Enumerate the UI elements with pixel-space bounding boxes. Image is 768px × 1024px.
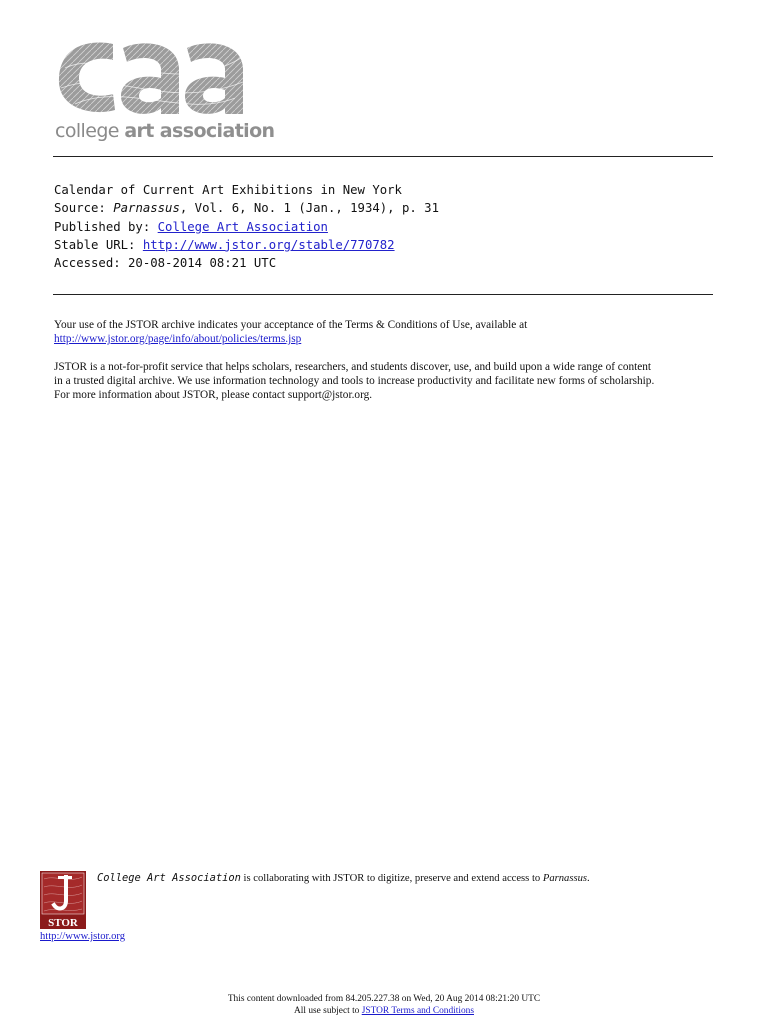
jstor-logo-icon: [40, 871, 86, 929]
terms-text: Your use of the JSTOR archive indicates your acceptance of the Terms & Conditions of Use, available at: [54, 319, 528, 331]
jstor-logo-text: STOR: [48, 917, 78, 929]
jstor-info-line-2: in a trusted digital archive. We use information technology and tools to increase productivity and facilitate new forms of scholarship.: [54, 375, 655, 387]
terms-subject-line: [0, 1006, 768, 1018]
logo-text-light: college: [55, 120, 125, 142]
citation-block: [54, 181, 439, 272]
source-label: Source:: [54, 201, 114, 216]
caa-logo-text: [55, 120, 274, 142]
caa-logo-icon: [55, 38, 247, 120]
collab-org: College Art Association: [97, 872, 241, 884]
source-line: [54, 199, 439, 217]
collab-end: .: [587, 873, 590, 884]
jstor-info-paragraph: [54, 360, 734, 402]
terms-paragraph: [54, 318, 734, 346]
published-line: [54, 218, 439, 236]
top-divider: [53, 156, 713, 157]
collab-text: is collaborating with JSTOR to digitize, preserve and extend access to: [240, 873, 543, 884]
article-title: Calendar of Current Art Exhibitions in New York: [54, 183, 402, 197]
jstor-logo[interactable]: [40, 871, 86, 929]
jstor-info-line-3: For more information about JSTOR, please contact support@jstor.org.: [54, 389, 373, 401]
terms-link[interactable]: http://www.jstor.org/page/info/about/policies/terms.jsp: [54, 333, 302, 345]
download-footer: [0, 994, 768, 1017]
jstor-home-link[interactable]: http://www.jstor.org: [40, 931, 126, 942]
subject-prefix: All use subject to: [294, 1005, 362, 1016]
source-journal: Parnassus: [113, 201, 180, 216]
jstor-terms-link[interactable]: JSTOR Terms and Conditions: [361, 1005, 474, 1016]
citation-divider: [53, 294, 713, 295]
accessed-line: Accessed: 20-08-2014 08:21 UTC: [54, 256, 277, 271]
caa-logo: [55, 38, 275, 148]
collaboration-notice: [97, 872, 590, 884]
stable-url-link[interactable]: http://www.jstor.org/stable/770782: [142, 237, 395, 252]
stable-url-label: Stable URL:: [54, 237, 143, 252]
published-label: Published by:: [54, 219, 158, 234]
logo-text-bold: art association: [124, 120, 275, 142]
stable-url-line: [54, 236, 439, 254]
download-info: This content downloaded from 84.205.227.38 on Wed, 20 Aug 2014 08:21:20 UTC: [227, 994, 541, 1004]
publisher-link[interactable]: College Art Association: [157, 219, 328, 234]
source-details: , Vol. 6, No. 1 (Jan., 1934), p. 31: [179, 201, 439, 216]
collab-journal: Parnassus: [542, 873, 587, 884]
jstor-info-line-1: JSTOR is a not-for-profit service that helps scholars, researchers, and students discover, use, and build upon a wide range of content: [54, 361, 652, 373]
